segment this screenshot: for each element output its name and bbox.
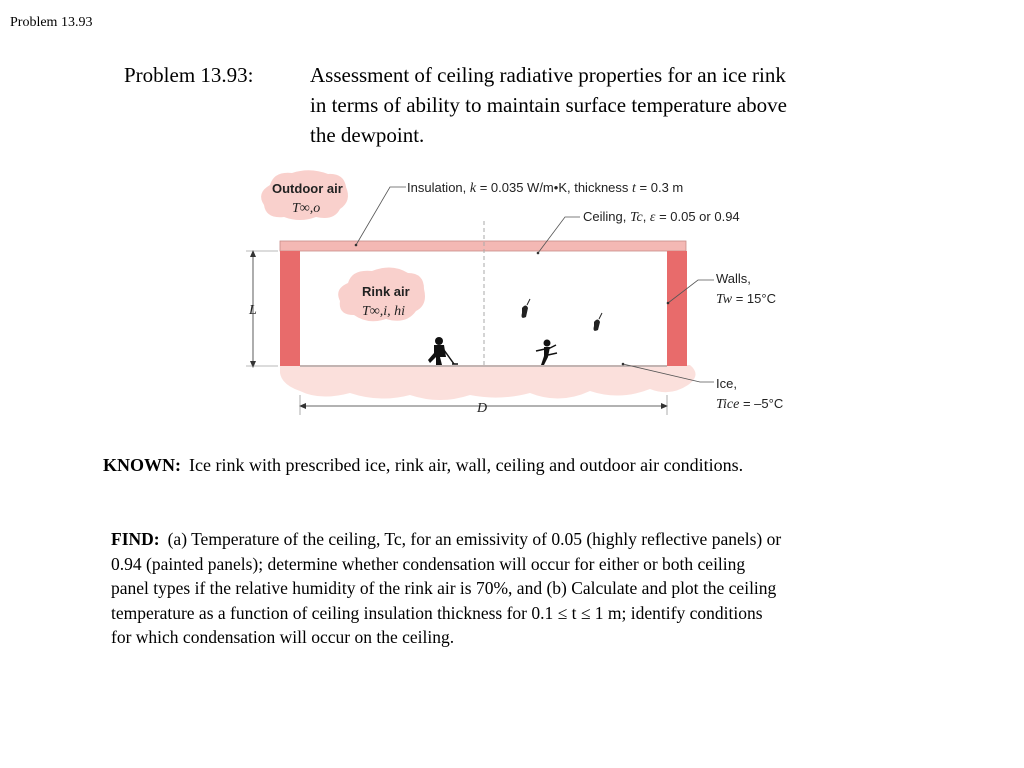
title-line-2: in terms of ability to maintain surface temperature above <box>310 93 787 117</box>
find-line-1: FIND: (a) Temperature of the ceiling, Tc, for an emissivity of 0.05 (highly reflective panels) or <box>111 529 782 549</box>
walls-label: Walls, <box>716 271 751 286</box>
right-wall <box>667 251 687 366</box>
find-line-3: panel types if the relative humidity of the rink air is 70%, and (b) Calculate and plot the ceiling <box>111 578 777 598</box>
title-line-1: Assessment of ceiling radiative properties for an ice rink <box>310 63 786 87</box>
ice-sheet <box>280 365 696 400</box>
known-statement <box>103 455 743 476</box>
insulation-leader <box>356 187 406 245</box>
find-line-5: for which condensation will occur on the ceiling. <box>111 627 455 647</box>
ice-label: Ice, <box>716 376 737 391</box>
find-statement <box>111 527 923 650</box>
ceiling-label: Ceiling, Tc, ε = 0.05 or 0.94 <box>583 209 740 225</box>
outdoor-air-label: Outdoor air <box>272 181 343 196</box>
problem-label: Problem 13.93: <box>124 63 254 87</box>
ice-rink-figure <box>230 165 830 435</box>
find-label: FIND: <box>111 529 160 549</box>
outdoor-temp-label: T∞,o <box>292 201 321 216</box>
slide-header: Problem 13.93 <box>10 15 93 30</box>
small-figure-icon <box>522 299 531 318</box>
insulation-label: Insulation, k = 0.035 W/m•K, thickness t = 0.3 m <box>407 180 684 196</box>
figure-skater-icon <box>536 340 557 366</box>
hockey-player-icon <box>428 337 458 365</box>
problem-title <box>124 60 787 150</box>
rink-air-label: Rink air <box>362 284 410 299</box>
walls-temp-label: Tw = 15°C <box>716 291 776 307</box>
left-wall <box>280 251 300 366</box>
dim-D-label: D <box>477 401 488 416</box>
known-label: KNOWN: <box>103 455 181 475</box>
ice-temp-label: Tice = –5°C <box>716 396 784 412</box>
find-line-2: 0.94 (painted panels); determine whether condensation will occur for either or both ceiling <box>111 553 746 574</box>
known-text: Ice rink with prescribed ice, rink air, wall, ceiling and outdoor air conditions. <box>189 455 744 475</box>
find-line-4: temperature as a function of ceiling insulation thickness for 0.1 ≤ t ≤ 1 m; identify conditions <box>111 602 763 623</box>
rink-temp-label: T∞,i, hi <box>362 304 406 319</box>
dim-L-label: L <box>249 303 257 318</box>
small-figure-icon <box>594 313 603 331</box>
title-line-3: the dewpoint. <box>310 123 425 147</box>
ceiling-slab <box>280 241 686 251</box>
